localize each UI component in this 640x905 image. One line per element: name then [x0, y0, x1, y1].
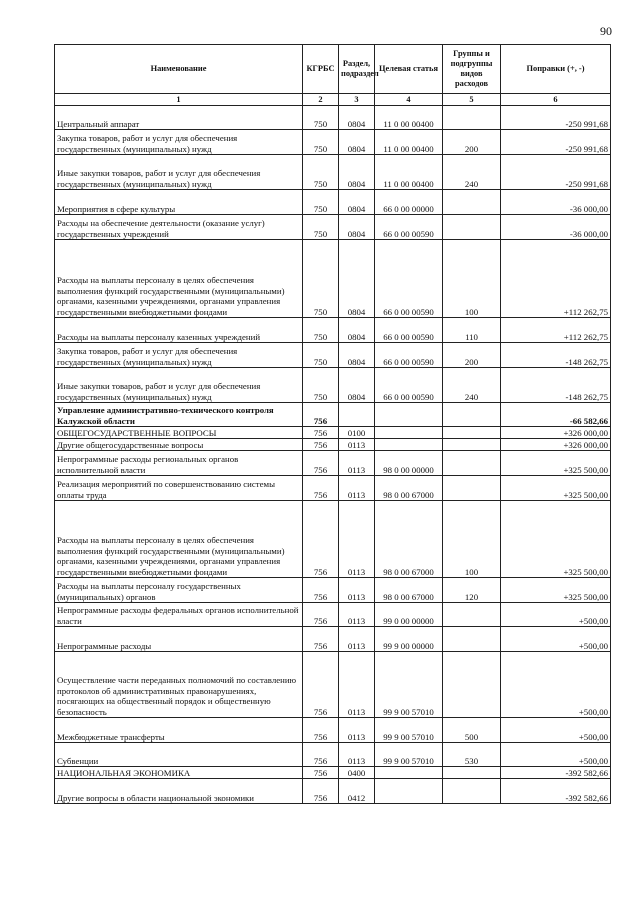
row-name: Осуществление части переданных полномочий по составлению протоколов об административных правонарушениях, посягающих на общественный порядок и общественную безопасность — [55, 652, 303, 718]
row-target-article: 98 0 00 67000 — [375, 501, 443, 578]
row-name: Мероприятия в сфере культуры — [55, 190, 303, 215]
row-name: Иные закупки товаров, работ и услуг для обеспечения государственных (муниципальных) нужд — [55, 368, 303, 403]
row-target-article — [375, 427, 443, 439]
row-amount: +500,00 — [501, 718, 611, 743]
row-expense-group — [443, 190, 501, 215]
table-row — [55, 476, 611, 501]
row-expense-group — [443, 427, 501, 439]
row-kgrbs: 756 — [303, 501, 339, 578]
row-section: 0412 — [339, 779, 375, 804]
table-row — [55, 501, 611, 578]
row-target-article: 99 9 00 57010 — [375, 718, 443, 743]
row-expense-group: 200 — [443, 343, 501, 368]
column-number: 2 — [303, 94, 339, 106]
row-target-article: 99 0 00 00000 — [375, 603, 443, 627]
row-kgrbs: 756 — [303, 718, 339, 743]
row-target-article — [375, 439, 443, 451]
row-name: Управление административно-технического контроля Калужской области — [55, 403, 303, 427]
row-kgrbs: 750 — [303, 318, 339, 343]
table-row — [55, 451, 611, 476]
table-row — [55, 718, 611, 743]
row-section: 0400 — [339, 767, 375, 779]
row-section: 0804 — [339, 155, 375, 190]
row-amount: -148 262,75 — [501, 368, 611, 403]
row-name: Иные закупки товаров, работ и услуг для обеспечения государственных (муниципальных) нужд — [55, 155, 303, 190]
row-amount: -66 582,66 — [501, 403, 611, 427]
row-name: Непрограммные расходы региональных органов исполнительной власти — [55, 451, 303, 476]
row-expense-group — [443, 652, 501, 718]
row-expense-group — [443, 439, 501, 451]
row-expense-group — [443, 603, 501, 627]
row-amount: +500,00 — [501, 652, 611, 718]
row-name: Другие общегосударственные вопросы — [55, 439, 303, 451]
row-kgrbs: 756 — [303, 451, 339, 476]
row-section: 0113 — [339, 439, 375, 451]
column-number: 3 — [339, 94, 375, 106]
row-expense-group: 120 — [443, 578, 501, 603]
row-kgrbs: 756 — [303, 767, 339, 779]
row-target-article — [375, 767, 443, 779]
table-row — [55, 215, 611, 240]
row-expense-group: 500 — [443, 718, 501, 743]
row-name: Непрограммные расходы — [55, 627, 303, 652]
header-target: Целевая статья — [375, 45, 443, 94]
row-amount: -250 991,68 — [501, 130, 611, 155]
header-amendments: Поправки (+, -) — [501, 45, 611, 94]
table-row — [55, 240, 611, 318]
row-name: ОБЩЕГОСУДАРСТВЕННЫЕ ВОПРОСЫ — [55, 427, 303, 439]
row-target-article: 66 0 00 00590 — [375, 215, 443, 240]
table-row — [55, 603, 611, 627]
row-amount: +326 000,00 — [501, 427, 611, 439]
row-section: 0113 — [339, 451, 375, 476]
row-target-article: 66 0 00 00000 — [375, 190, 443, 215]
row-expense-group: 100 — [443, 501, 501, 578]
row-target-article — [375, 779, 443, 804]
row-expense-group — [443, 627, 501, 652]
row-amount: +325 500,00 — [501, 476, 611, 501]
row-amount: +325 500,00 — [501, 501, 611, 578]
table-row — [55, 318, 611, 343]
row-target-article: 98 0 00 67000 — [375, 476, 443, 501]
row-amount: +500,00 — [501, 627, 611, 652]
column-number: 5 — [443, 94, 501, 106]
row-amount: +325 500,00 — [501, 578, 611, 603]
row-section: 0804 — [339, 368, 375, 403]
row-section: 0804 — [339, 318, 375, 343]
budget-amendments-table — [54, 44, 611, 804]
page-number: 90 — [600, 24, 612, 38]
row-name: Расходы на обеспечение деятельности (оказание услуг) государственных учреждений — [55, 215, 303, 240]
row-section: 0113 — [339, 652, 375, 718]
row-kgrbs: 756 — [303, 627, 339, 652]
table-row — [55, 779, 611, 804]
row-name: Межбюджетные трансферты — [55, 718, 303, 743]
row-amount: -392 582,66 — [501, 779, 611, 804]
row-amount: +112 262,75 — [501, 240, 611, 318]
row-target-article: 99 9 00 57010 — [375, 743, 443, 767]
table-row — [55, 403, 611, 427]
row-name: Субвенции — [55, 743, 303, 767]
row-section: 0804 — [339, 343, 375, 368]
table-row — [55, 439, 611, 451]
row-kgrbs: 756 — [303, 779, 339, 804]
row-kgrbs: 750 — [303, 343, 339, 368]
table-row — [55, 130, 611, 155]
row-section: 0804 — [339, 130, 375, 155]
row-name: Центральный аппарат — [55, 106, 303, 130]
row-expense-group — [443, 476, 501, 501]
row-target-article: 11 0 00 00400 — [375, 106, 443, 130]
table-row — [55, 627, 611, 652]
row-expense-group: 110 — [443, 318, 501, 343]
row-section: 0804 — [339, 106, 375, 130]
table-row — [55, 652, 611, 718]
row-target-article: 98 0 00 00000 — [375, 451, 443, 476]
table-row — [55, 106, 611, 130]
table-row — [55, 578, 611, 603]
row-amount: -36 000,00 — [501, 190, 611, 215]
row-section: 0113 — [339, 718, 375, 743]
row-kgrbs: 756 — [303, 476, 339, 501]
header-groups: Группы и подгруппы видов расходов — [443, 45, 501, 94]
row-amount: +112 262,75 — [501, 318, 611, 343]
row-kgrbs: 750 — [303, 106, 339, 130]
row-section: 0804 — [339, 215, 375, 240]
row-kgrbs: 750 — [303, 130, 339, 155]
row-amount: +325 500,00 — [501, 451, 611, 476]
row-amount: -250 991,68 — [501, 106, 611, 130]
row-target-article: 11 0 00 00400 — [375, 155, 443, 190]
row-kgrbs: 756 — [303, 427, 339, 439]
row-kgrbs: 750 — [303, 155, 339, 190]
row-section: 0113 — [339, 501, 375, 578]
row-section: 0804 — [339, 190, 375, 215]
row-expense-group: 530 — [443, 743, 501, 767]
row-kgrbs: 756 — [303, 652, 339, 718]
row-kgrbs: 756 — [303, 743, 339, 767]
table-row — [55, 767, 611, 779]
row-expense-group — [443, 767, 501, 779]
row-name: Реализация мероприятий по совершенствованию системы оплаты труда — [55, 476, 303, 501]
row-expense-group — [443, 106, 501, 130]
row-amount: +326 000,00 — [501, 439, 611, 451]
row-expense-group: 200 — [443, 130, 501, 155]
row-target-article: 66 0 00 00590 — [375, 368, 443, 403]
row-kgrbs: 756 — [303, 603, 339, 627]
header-section: Раздел, подраздел — [339, 45, 375, 94]
row-name: Закупка товаров, работ и услуг для обеспечения государственных (муниципальных) нужд — [55, 130, 303, 155]
column-number: 1 — [55, 94, 303, 106]
row-target-article: 66 0 00 00590 — [375, 240, 443, 318]
row-target-article — [375, 403, 443, 427]
row-section: 0100 — [339, 427, 375, 439]
row-section: 0113 — [339, 603, 375, 627]
table-row — [55, 368, 611, 403]
row-kgrbs: 756 — [303, 578, 339, 603]
row-amount: -250 991,68 — [501, 155, 611, 190]
row-section: 0804 — [339, 240, 375, 318]
table-row — [55, 743, 611, 767]
row-expense-group: 240 — [443, 155, 501, 190]
header-name: Наименование — [55, 45, 303, 94]
row-section: 0113 — [339, 476, 375, 501]
row-name: Закупка товаров, работ и услуг для обеспечения государственных (муниципальных) нужд — [55, 343, 303, 368]
table-header-row — [55, 45, 611, 94]
table-row — [55, 155, 611, 190]
row-section: 0113 — [339, 578, 375, 603]
row-name: Расходы на выплаты персоналу казенных учреждений — [55, 318, 303, 343]
table-body — [55, 106, 611, 804]
column-number-row — [55, 94, 611, 106]
row-section — [339, 403, 375, 427]
row-name: Расходы на выплаты персоналу в целях обеспечения выполнения функций государственными (муниципальными) органами, казенными учреждениями, органами управления государственными внебюджетными фондами — [55, 501, 303, 578]
row-expense-group — [443, 215, 501, 240]
table-row — [55, 190, 611, 215]
row-section: 0113 — [339, 743, 375, 767]
row-name: Расходы на выплаты персоналу государственных (муниципальных) органов — [55, 578, 303, 603]
table-row — [55, 343, 611, 368]
row-kgrbs: 750 — [303, 368, 339, 403]
row-target-article: 98 0 00 67000 — [375, 578, 443, 603]
row-kgrbs: 756 — [303, 439, 339, 451]
row-target-article: 66 0 00 00590 — [375, 318, 443, 343]
row-kgrbs: 756 — [303, 403, 339, 427]
row-section: 0113 — [339, 627, 375, 652]
row-amount: -392 582,66 — [501, 767, 611, 779]
row-amount: -36 000,00 — [501, 215, 611, 240]
row-name: Непрограммные расходы федеральных органов исполнительной власти — [55, 603, 303, 627]
row-expense-group — [443, 403, 501, 427]
row-target-article: 99 9 00 57010 — [375, 652, 443, 718]
row-kgrbs: 750 — [303, 190, 339, 215]
row-expense-group — [443, 779, 501, 804]
column-number: 6 — [501, 94, 611, 106]
row-target-article: 11 0 00 00400 — [375, 130, 443, 155]
row-amount: -148 262,75 — [501, 343, 611, 368]
table-row — [55, 427, 611, 439]
row-amount: +500,00 — [501, 603, 611, 627]
row-target-article: 66 0 00 00590 — [375, 343, 443, 368]
row-amount: +500,00 — [501, 743, 611, 767]
row-kgrbs: 750 — [303, 215, 339, 240]
row-name: Другие вопросы в области национальной экономики — [55, 779, 303, 804]
column-number: 4 — [375, 94, 443, 106]
row-expense-group: 240 — [443, 368, 501, 403]
row-name: Расходы на выплаты персоналу в целях обеспечения выполнения функций государственными (муниципальными) органами, казенными учреждениями, органами управления государственными внебюджетными фондами — [55, 240, 303, 318]
row-expense-group: 100 — [443, 240, 501, 318]
row-kgrbs: 750 — [303, 240, 339, 318]
row-name: НАЦИОНАЛЬНАЯ ЭКОНОМИКА — [55, 767, 303, 779]
row-expense-group — [443, 451, 501, 476]
row-target-article: 99 9 00 00000 — [375, 627, 443, 652]
header-kgrbs: КГРБС — [303, 45, 339, 94]
